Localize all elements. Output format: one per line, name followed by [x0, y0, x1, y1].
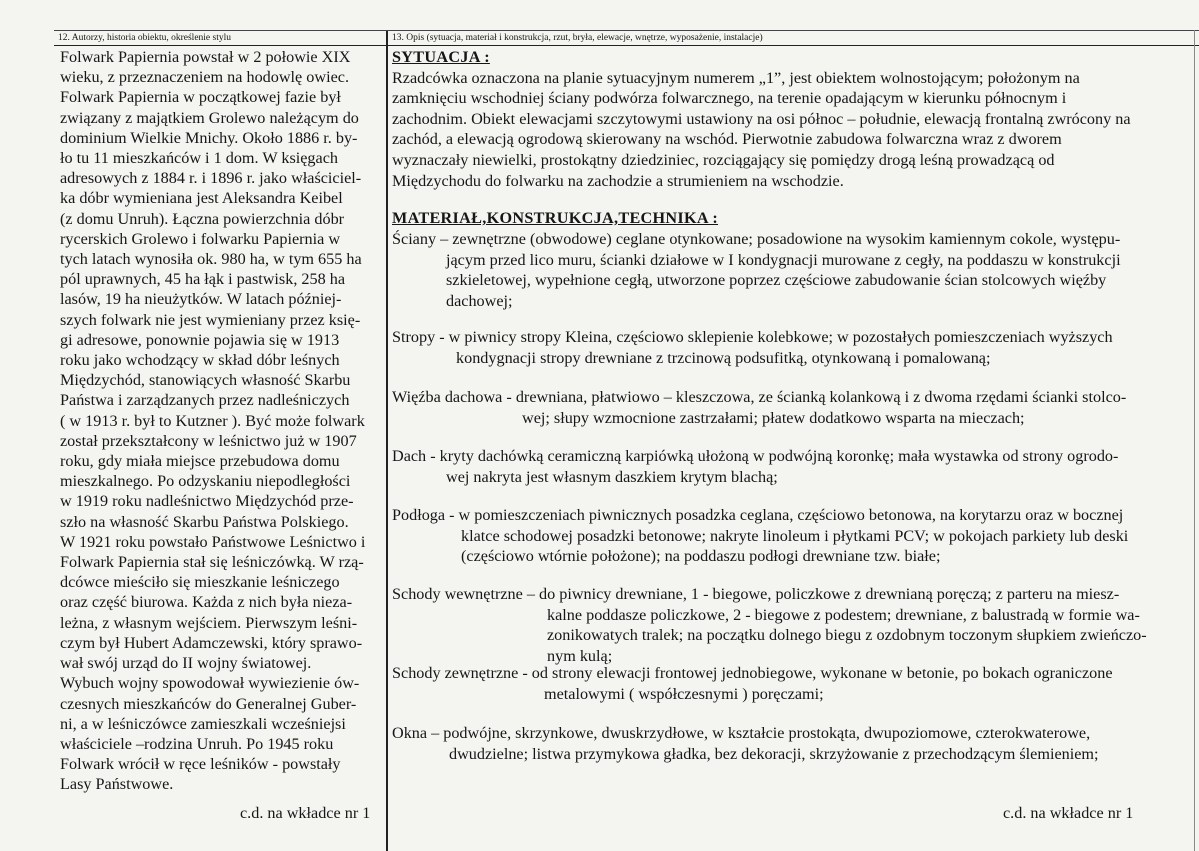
history-text-line: związany z majątkiem Grolewo należącym do	[60, 108, 359, 127]
history-text-line: tych latach wynosiła ok. 980 ha, w tym 655 ha	[60, 250, 362, 269]
continued-note-right: c.d. na wkładce nr 1	[1003, 804, 1134, 822]
history-text-line: pól uprawnych, 45 ha łąk i pastwisk, 258 ha	[60, 270, 346, 289]
section-12-label: 12. Autorzy, historia obiektu, określenie stylu	[58, 33, 231, 43]
entry-first-line: Okna – podwójne, skrzynkowe, dwuskrzydłowe, w kształcie prostokąta, dwupoziomowe, czterokwaterowe,	[392, 724, 1091, 742]
history-text-line: Międzychód, stanowiących własność Skarbu	[60, 371, 351, 390]
history-text-line: czym był Hubert Adamczewski, który sprawo-	[60, 633, 363, 652]
history-text-line: dominium Wielkie Mnichy. Około 1886 r. by-	[60, 128, 358, 147]
entry-continuation-line: klatce schodowej posadzki betonowe; nakryte linoleum i płytkami PCV; w pokojach parkiety lub deski	[461, 526, 1129, 545]
history-text-line: został przekształcony w leśnictwo już w 1907	[60, 431, 357, 450]
right-border	[1194, 30, 1196, 851]
entry-continuation-line: metalowymi ( współczesnymi ) poręczami;	[544, 684, 824, 703]
entry-outer-stairs	[392, 663, 1113, 704]
entry-continuation-line: wej nakryta jest własnym daszkiem krytym blachą;	[446, 467, 778, 486]
history-text-line: wieku, z przeznaczeniem na hodowlę owiec.	[60, 68, 349, 87]
history-column	[60, 47, 382, 822]
history-text-line: ( w 1913 r. był to Kutzner ). Być może folwark	[60, 411, 365, 430]
history-text-line: ka dóbr wymieniana jest Aleksandra Keibel	[60, 189, 343, 208]
history-text-line: Lasy Państwowe.	[60, 775, 174, 794]
history-text-line: oraz część biurowa. Każda z nich była nieza-	[60, 593, 353, 612]
entry-continuation-line: nym kulą;	[547, 646, 613, 665]
history-text-line: (z domu Unruh). Łączna powierzchnia dóbr	[60, 209, 345, 228]
history-text-line: leżna, z własnym wejściem. Pierwszym leśni-	[60, 613, 358, 632]
entry-continuation-line: dwudzielne; listwa przymykowa gładka, bez dekoracji, skrzyżowanie z przechodzącym ślemieniem;	[449, 744, 1099, 763]
column-divider	[386, 31, 388, 851]
entry-floor	[392, 505, 1129, 567]
history-text-line: rycerskich Grolewo i folwarku Papiernia w	[60, 229, 341, 248]
material-heading: MATERIAŁ,KONSTRUKCJA,TECHNIKA :	[392, 209, 719, 227]
entry-roof-truss	[392, 387, 1126, 428]
history-text-line: W 1921 roku powstało Państwowe Leśnictwo i	[60, 532, 366, 551]
entry-first-line: Ściany – zewnętrzne (obwodowe) ceglane otynkowane; posadowione na wysokim kamiennym cokole, występu-	[392, 230, 1121, 248]
entry-first-line: Więźba dachowa - drewniana, płatwiowo – kleszczowa, ze ścianką kolankową i z dwoma rzędami ścianki stolco-	[392, 388, 1127, 406]
history-text-line: Folwark Papiernia powstał w 2 połowie XIX	[60, 48, 351, 66]
history-text-line: ło tu 11 mieszkańców i 1 dom. W księgach	[60, 149, 338, 168]
entry-continuation-line: szkieletowej, wypełnione cegłą, utworzone poprzez częściowe zabudowanie ścian stolcowych więźby	[446, 271, 1107, 290]
entry-inner-stairs	[392, 584, 1147, 666]
history-text-line: w 1919 roku nadleśnictwo Międzychód prze-	[60, 492, 354, 511]
entry-continuation-line: zonikowatych tralek; na początku dolnego biegu z ozdobnym toczonym słupkiem zwieńczo-	[547, 626, 1147, 645]
history-text-line: Państwa i zarządzanych przez nadleśniczych	[60, 391, 350, 410]
situation-text-line: Międzychodu do folwarku na zachodzie a strumieniem na wschodzie.	[392, 171, 844, 190]
history-text-line: ni, a w leśniczówce zamieszkali wcześniejsi	[60, 714, 346, 733]
situation-section	[392, 47, 1131, 191]
history-text-line: Wybuch wojny spowodował wywiezienie ów-	[60, 674, 360, 693]
entry-ceilings	[392, 327, 1113, 368]
entry-first-line: Schody zewnętrzne - od strony elewacji frontowej jednobiegowe, wykonane w betonie, po bokach ograniczone	[392, 664, 1113, 682]
history-text-line: Folwark Papiernia w początkowej fazie był	[60, 88, 341, 107]
section-13-label: 13. Opis (sytuacja, materiał i konstrukcja, rzut, bryła, elewacje, wnętrze, wyposażenie, instalacje)	[392, 33, 763, 43]
entry-windows	[392, 723, 1099, 764]
history-text-line: adresowych z 1884 r. i 1896 r. jako właściciel-	[60, 169, 362, 188]
history-text-line: roku jako wchodzący w skład dóbr leśnych	[60, 351, 340, 370]
history-text-line: lasów, 19 ha nieużytków. W latach później-	[60, 290, 342, 309]
situation-text-line: Rzadcówka oznaczona na planie sytuacyjnym numerem „1”, jest obiektem wolnostojącym; położonym na	[392, 68, 1080, 87]
entry-first-line: Podłoga - w pomieszczeniach piwnicznych posadzka ceglana, częściowo betonowa, na korytarzu oraz w bocznej	[392, 506, 1124, 524]
situation-text-line: zachodnim. Obiekt elewacjami szczytowymi ustawiony na osi północ – południe, elewacją frontalną zwrócony na	[392, 109, 1131, 128]
form-header	[54, 31, 1199, 46]
situation-text-line: zachód, a elewacją ogrodową skierowany na wschód. Pierwotnie zabudowa folwarczna wraz z dworem	[392, 130, 1062, 149]
history-text-line: szło na własność Skarbu Państwa Polskiego.	[60, 512, 349, 531]
history-text-line: Folwark Papiernia stał się leśniczówką. W rzą-	[60, 553, 364, 572]
history-text-line: czesnych mieszkańców do Generalnej Guber-	[60, 694, 357, 713]
history-text-line: wał swój urząd do II wojny światowej.	[60, 654, 312, 673]
history-text-line: gi adresowe, ponownie pojawia się w 1913	[60, 330, 340, 349]
history-text-line: mieszkalnego. Po odzyskaniu niepodległości	[60, 472, 351, 491]
situation-heading: SYTUACJA :	[392, 48, 490, 66]
history-text-line: właściciele –rodzina Unruh. Po 1945 roku	[60, 734, 334, 753]
entry-first-line: Dach - kryty dachówką ceramiczną karpiówką ułożoną w podwójną koronkę; mała wystawka od strony ogrodo-	[392, 447, 1119, 465]
entry-continuation-line: kalne poddasze policzkowe, 2 - biegowe z podestem; drewniane, z balustradą w formie wa-	[547, 605, 1140, 624]
situation-text-line: wyznaczały niewielki, prostokątny dziedziniec, rozciągający się pomiędzy drogą leśną prowadzącą od	[392, 150, 1055, 169]
entry-walls	[392, 229, 1120, 311]
history-text-line: Folwark wrócił w ręce leśników - powstały	[60, 755, 341, 774]
entry-continuation-line: dachowej;	[446, 291, 513, 310]
entry-first-line: Schody wewnętrzne – do piwnicy drewniane, 1 - biegowe, policzkowe z drewnianą poręczą; z parteru na miesz-	[392, 585, 1120, 603]
material-section	[392, 208, 718, 229]
history-text-line: szych folwark nie jest wymieniany przez księ-	[60, 310, 361, 329]
entry-roof	[392, 446, 1118, 487]
entry-first-line: Stropy - w piwnicy stropy Kleina, częściowo sklepienie kolebkowe; w pozostałych pomieszczeniach wyższych	[392, 328, 1113, 346]
entry-continuation-line: (częściowo wtórnie położone); na poddaszu podłogi drewniane tzw. białe;	[461, 547, 941, 566]
history-text-line: roku, gdy miała miejsce przebudowa domu	[60, 452, 340, 471]
entry-continuation-line: jącym przed lico muru, ścianki działowe w I kondygnacji murowane z cegły, na poddaszu w konstrukcji	[446, 250, 1121, 269]
history-text-line: dcówce mieściło się mieszkanie leśniczego	[60, 573, 340, 592]
continued-note-left: c.d. na wkładce nr 1	[240, 804, 371, 822]
entry-continuation-line: kondygnacji stropy drewniane z trzcinową podsufitką, otynkowaną i pomalowaną;	[456, 348, 991, 367]
situation-text-line: zamknięciu wschodniej ściany podwórza folwarcznego, na terenie opadającym w kierunku północnym i	[392, 89, 1067, 108]
entry-continuation-line: wej; słupy wzmocnione zastrzałami; płatew dodatkowo wsparta na mieczach;	[522, 408, 1025, 427]
